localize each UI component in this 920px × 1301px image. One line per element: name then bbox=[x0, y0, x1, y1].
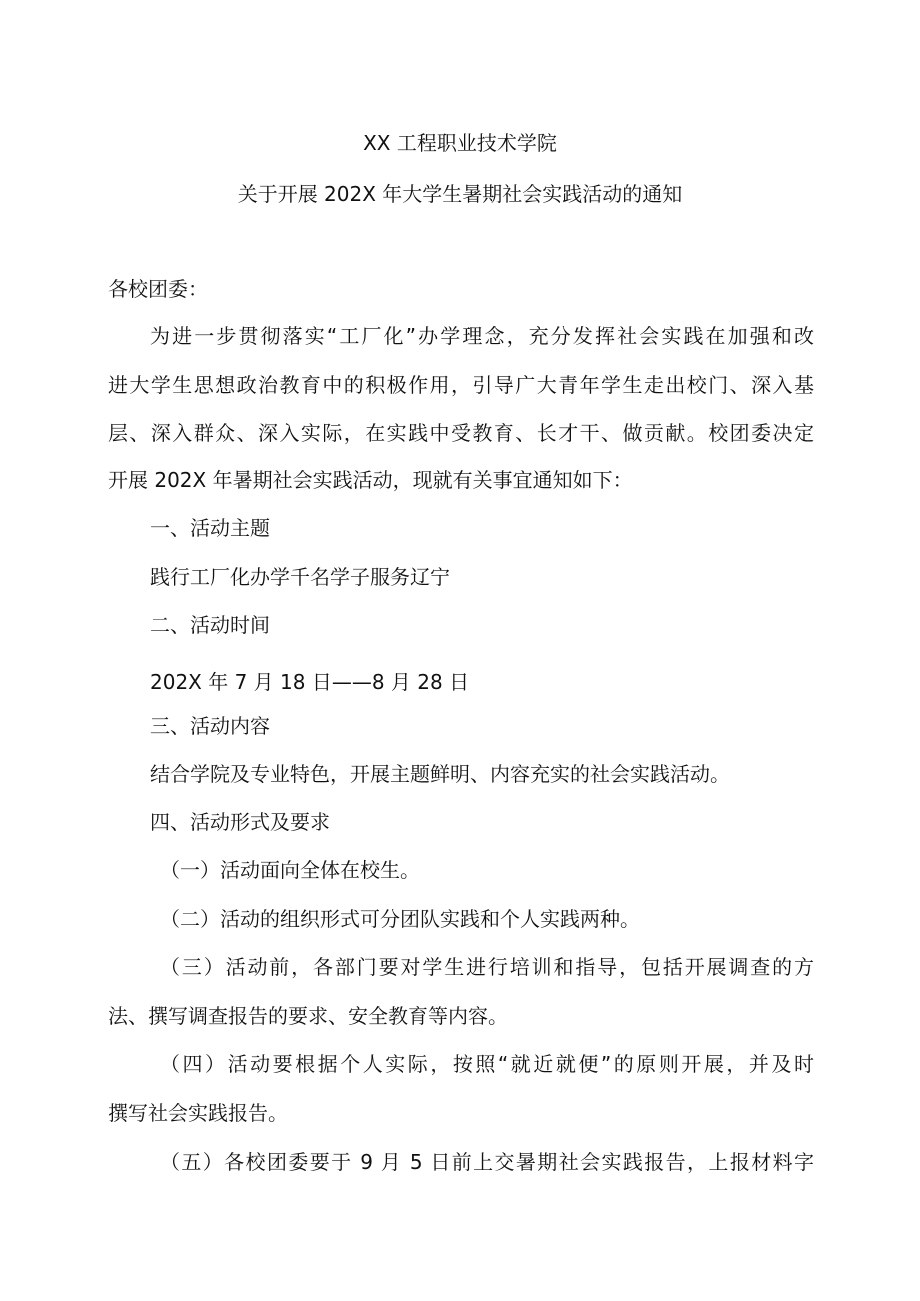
requirement-item-2: （二）活动的组织形式可分团队实践和个人实践两种。 bbox=[160, 907, 640, 931]
intro-line-4: 开展 202X 年暑期社会实践活动，现就有关事宜通知如下： bbox=[108, 468, 633, 492]
section-text-time: 202X 年 7 月 18 日——8 月 28 日 bbox=[150, 670, 470, 694]
requirement-item-3-line-1: （三）活动前，各部门要对学生进行培训和指导，包括开展调查的方 bbox=[160, 955, 814, 979]
intro-line-1: 为进一步贯彻落实“工厂化”办学理念，充分发挥社会实践在加强和改 bbox=[150, 324, 814, 348]
section-heading-form: 四、活动形式及要求 bbox=[150, 810, 330, 834]
section-heading-theme: 一、活动主题 bbox=[150, 516, 270, 540]
section-text-theme: 践行工厂化办学千名学子服务辽宁 bbox=[150, 565, 450, 589]
requirement-item-5-line-1: （五）各校团委要于 9 月 5 日前上交暑期社会实践报告，上报材料字 bbox=[160, 1150, 814, 1174]
requirement-item-4-line-2: 撰写社会实践报告。 bbox=[108, 1101, 288, 1125]
requirement-item-1: （一）活动面向全体在校生。 bbox=[160, 858, 420, 882]
requirement-item-3-line-2: 法、撰写调查报告的要求、安全教育等内容。 bbox=[108, 1004, 508, 1028]
intro-line-2: 进大学生思想政治教育中的积极作用，引导广大青年学生走出校门、深入基 bbox=[108, 373, 814, 397]
requirement-item-4-line-1: （四）活动要根据个人实际，按照“就近就便”的原则开展，并及时 bbox=[160, 1052, 814, 1076]
document-subtitle: 关于开展 202X 年大学生暑期社会实践活动的通知 bbox=[237, 182, 683, 206]
section-heading-content: 三、活动内容 bbox=[150, 714, 270, 738]
document-title: XX 工程职业技术学院 bbox=[363, 131, 557, 155]
intro-line-3: 层、深入群众、深入实际，在实践中受教育、长才干、做贡献。校团委决定 bbox=[108, 421, 814, 445]
section-text-content: 结合学院及专业特色，开展主题鲜明、内容充实的社会实践活动。 bbox=[150, 762, 730, 786]
section-heading-time: 二、活动时间 bbox=[150, 613, 270, 637]
salutation: 各校团委： bbox=[108, 277, 208, 301]
